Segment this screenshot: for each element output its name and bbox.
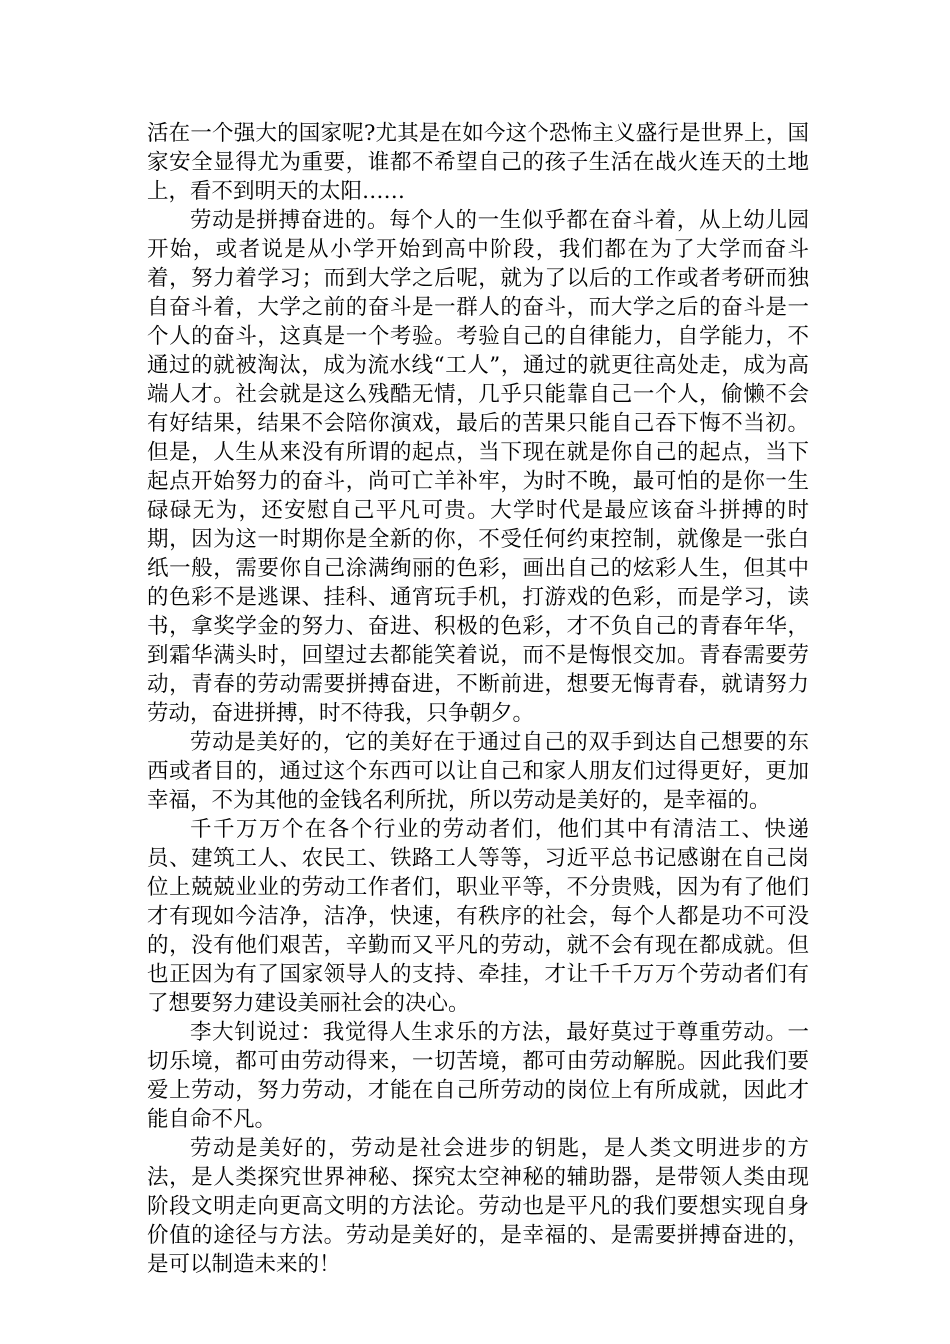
essay-body [147, 119, 809, 1279]
paragraph-continuation: 活在一个强大的国家呢?尤其是在如今这个恐怖主义盛行是世界上，国家安全显得尤为重要，谁都不希望自己的孩子生活在战火连天的土地上，看不到明天的太阳…… [147, 121, 809, 204]
paragraph-workers: 千千万万个在各个行业的劳动者们，他们其中有清洁工、快递员、建筑工人、农民工、铁路工人等等，习近平总书记感谢在自己岗位上兢兢业业的劳动工作者们，职业平等，不分贵贱，因为有了他们才有现如今洁净，洁净，快速，有秩序的社会，每个人都是功不可没的，没有他们艰苦，辛勤而又平凡的劳动，就不会有现在都成就。但也正因为有了国家领导人的支持、牵挂，才让千千万万个劳动者们有了想要努力建设美丽社会的决心。 [147, 817, 809, 1016]
paragraph-quote: 李大钊说过：我觉得人生求乐的方法，最好莫过于尊重劳动。一切乐境，都可由劳动得来，一切苦境，都可由劳动解脱。因此我们要爱上劳动，努力劳动，才能在自己所劳动的岗位上有所成就，因此才能自命不凡。 [147, 1020, 809, 1132]
paragraph-labor-beautiful: 劳动是美好的，它的美好在于通过自己的双手到达自己想要的东西或者目的，通过这个东西可以让自己和家人朋友们过得更好，更加幸福，不为其他的金钱名利所扰，所以劳动是美好的，是幸福的。 [147, 730, 809, 813]
paragraph-hard-work: 劳动是拼搏奋进的。每个人的一生似乎都在奋斗着，从上幼儿园开始，或者说是从小学开始到高中阶段，我们都在为了大学而奋斗着，努力着学习；而到大学之后呢，就为了以后的工作或者考研而独自奋斗着，大学之前的奋斗是一群人的奋斗，而大学之后的奋斗是一个人的奋斗，这真是一个考验。考验自己的自律能力，自学能力，不通过的就被淘汰，成为流水线“工人”，通过的就更往高处走，成为高端人才。社会就是这么残酷无情，几乎只能靠自己一个人，偷懒不会有好结果，结果不会陪你演戏，最后的苦果只能自己吞下悔不当初。但是，人生从来没有所谓的起点，当下现在就是你自己的起点，当下起点开始努力的奋斗，尚可亡羊补牢，为时不晚，最可怕的是你一生碌碌无为，还安慰自己平凡可贵。大学时代是最应该奋斗拼搏的时期，因为这一时期你是全新的你，不受任何约束控制，就像是一张白纸一般，需要你自己涂满绚丽的色彩，画出自己的炫彩人生，但其中的色彩不是逃课、挂科、通宵玩手机，打游戏的色彩，而是学习，读书，拿奖学金的努力、奋进、积极的色彩，才不负自己的青春年华，到霜华满头时，回望过去都能笑着说，而不是悔恨交加。青春需要劳动，青春的劳动需要拼搏奋进，不断前进，想要无悔青春，就请努力劳动，奋进拼搏，时不待我，只争朝夕。 [147, 208, 809, 726]
paragraph-conclusion: 劳动是美好的，劳动是社会进步的钥匙，是人类文明进步的方法，是人类探究世界神秘、探究太空神秘的辅助器，是带领人类由现阶段文明走向更高文明的方法论。劳动也是平凡的我们要想实现自身价值的途径与方法。劳动是美好的，是幸福的、是需要拼搏奋进的，是可以制造未来的！ [147, 1136, 809, 1277]
